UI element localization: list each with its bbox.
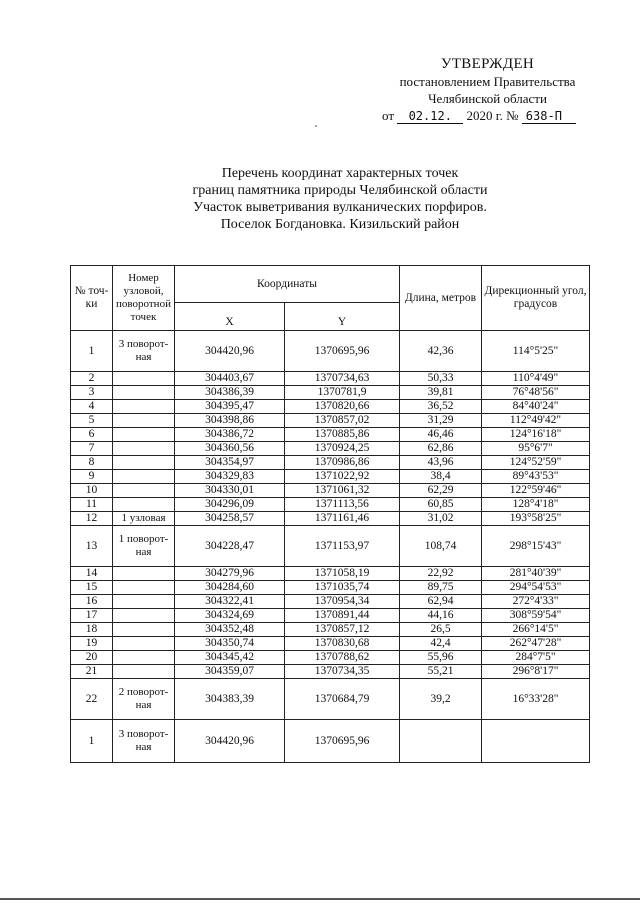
cell-point-number: 3 — [71, 386, 113, 400]
cell-length: 26,5 — [400, 623, 482, 637]
cell-angle: 124°52'59" — [482, 456, 590, 470]
cell-x: 304329,83 — [175, 470, 285, 484]
title-line-2: границ памятника природы Челябинской области — [192, 183, 488, 198]
coordinates-table — [70, 265, 590, 763]
cell-y: 1371061,32 — [285, 484, 400, 498]
table-row — [71, 414, 590, 428]
cell-node-number: 1 поворот- ная — [113, 526, 175, 567]
cell-angle: 193°58'25" — [482, 512, 590, 526]
cell-node-number — [113, 595, 175, 609]
cell-angle: 128°4'18" — [482, 498, 590, 512]
cell-point-number: 21 — [71, 665, 113, 679]
approval-order-line — [370, 107, 605, 124]
cell-x: 304324,69 — [175, 609, 285, 623]
cell-angle: 308°59'54" — [482, 609, 590, 623]
cell-angle: 76°48'56" — [482, 386, 590, 400]
cell-point-number: 4 — [71, 400, 113, 414]
cell-y: 1370857,02 — [285, 414, 400, 428]
cell-length: 60,85 — [400, 498, 482, 512]
cell-node-number — [113, 456, 175, 470]
cell-length: 39,81 — [400, 386, 482, 400]
cell-x: 304228,47 — [175, 526, 285, 567]
cell-point-number: 9 — [71, 470, 113, 484]
table-row — [71, 498, 590, 512]
cell-x: 304296,09 — [175, 498, 285, 512]
cell-x: 304352,48 — [175, 623, 285, 637]
cell-x: 304386,39 — [175, 386, 285, 400]
cell-length: 62,29 — [400, 484, 482, 498]
cell-node-number — [113, 400, 175, 414]
cell-angle: 298°15'43" — [482, 526, 590, 567]
cell-y: 1370684,79 — [285, 679, 400, 720]
page-bottom-edge — [0, 898, 640, 900]
table-row — [71, 609, 590, 623]
cell-length: 22,92 — [400, 567, 482, 581]
cell-length: 31,29 — [400, 414, 482, 428]
cell-angle: 281°40'39" — [482, 567, 590, 581]
cell-y: 1371113,56 — [285, 498, 400, 512]
cell-x: 304398,86 — [175, 414, 285, 428]
cell-length: 46,46 — [400, 428, 482, 442]
header-coordinates: Координаты — [175, 266, 400, 303]
cell-angle: 122°59'46" — [482, 484, 590, 498]
cell-y: 1370695,96 — [285, 331, 400, 372]
header-y: Y — [285, 303, 400, 331]
cell-length: 42,4 — [400, 637, 482, 651]
cell-angle: 294°54'53" — [482, 581, 590, 595]
table-row — [71, 665, 590, 679]
cell-node-number — [113, 581, 175, 595]
cell-point-number: 11 — [71, 498, 113, 512]
cell-y: 1371058,19 — [285, 567, 400, 581]
approval-line-1: постановлением Правительства — [399, 74, 576, 89]
cell-x: 304386,72 — [175, 428, 285, 442]
cell-y: 1371035,74 — [285, 581, 400, 595]
cell-point-number: 2 — [71, 372, 113, 386]
cell-y: 1370734,63 — [285, 372, 400, 386]
cell-length: 108,74 — [400, 526, 482, 567]
cell-point-number: 1 — [71, 720, 113, 763]
cell-point-number: 19 — [71, 637, 113, 651]
approval-year: 2020 г. № — [466, 108, 519, 123]
cell-y: 1370954,34 — [285, 595, 400, 609]
cell-x: 304345,42 — [175, 651, 285, 665]
cell-x: 304420,96 — [175, 720, 285, 763]
cell-y: 1370857,12 — [285, 623, 400, 637]
approval-number: 638-П — [522, 110, 576, 124]
cell-length: 38,4 — [400, 470, 482, 484]
table-row — [71, 331, 590, 372]
table-row — [71, 651, 590, 665]
cell-node-number: 3 поворот- ная — [113, 331, 175, 372]
cell-node-number: 2 поворот- ная — [113, 679, 175, 720]
table-row — [71, 470, 590, 484]
table-row — [71, 386, 590, 400]
table-row — [71, 637, 590, 651]
cell-point-number: 5 — [71, 414, 113, 428]
approval-prefix: от — [382, 108, 395, 123]
cell-length: 55,96 — [400, 651, 482, 665]
cell-y: 1370734,35 — [285, 665, 400, 679]
cell-node-number — [113, 372, 175, 386]
cell-x: 304284,60 — [175, 581, 285, 595]
cell-y: 1370830,68 — [285, 637, 400, 651]
approval-block — [370, 56, 605, 124]
table-row — [71, 581, 590, 595]
cell-node-number — [113, 609, 175, 623]
table-row — [71, 428, 590, 442]
cell-x: 304403,67 — [175, 372, 285, 386]
cell-node-number — [113, 651, 175, 665]
cell-y: 1370924,25 — [285, 442, 400, 456]
title-line-4: Поселок Богдановка. Кизильский район — [220, 217, 460, 232]
approval-heading: УТВЕРЖДЕН — [440, 56, 535, 72]
cell-node-number — [113, 484, 175, 498]
cell-angle: 114°5'25" — [482, 331, 590, 372]
table-row — [71, 442, 590, 456]
cell-angle: 124°16'18" — [482, 428, 590, 442]
cell-point-number: 16 — [71, 595, 113, 609]
cell-node-number — [113, 637, 175, 651]
cell-angle: 284°7'5" — [482, 651, 590, 665]
cell-x: 304354,97 — [175, 456, 285, 470]
cell-node-number — [113, 386, 175, 400]
cell-point-number: 14 — [71, 567, 113, 581]
header-point-number: № точки — [71, 266, 113, 331]
cell-point-number: 8 — [71, 456, 113, 470]
cell-node-number: 3 поворот- ная — [113, 720, 175, 763]
header-node-number: Номер узловой, поворотной точек — [113, 266, 175, 331]
cell-x: 304350,74 — [175, 637, 285, 651]
cell-point-number: 22 — [71, 679, 113, 720]
cell-node-number — [113, 498, 175, 512]
cell-node-number — [113, 428, 175, 442]
cell-y: 1370820,66 — [285, 400, 400, 414]
table-row — [71, 526, 590, 567]
cell-angle: 266°14'5" — [482, 623, 590, 637]
cell-point-number: 17 — [71, 609, 113, 623]
cell-x: 304279,96 — [175, 567, 285, 581]
cell-x: 304322,41 — [175, 595, 285, 609]
table-row — [71, 512, 590, 526]
cell-node-number: 1 узловая — [113, 512, 175, 526]
cell-angle: 262°47'28" — [482, 637, 590, 651]
cell-length: 44,16 — [400, 609, 482, 623]
cell-length: 39,2 — [400, 679, 482, 720]
cell-x: 304395,47 — [175, 400, 285, 414]
cell-node-number — [113, 567, 175, 581]
cell-angle: 16°33'28" — [482, 679, 590, 720]
table-row — [71, 679, 590, 720]
cell-length: 62,94 — [400, 595, 482, 609]
title-line-3: Участок выветривания вулканических порфиров. — [193, 200, 487, 215]
table-row — [71, 595, 590, 609]
cell-y: 1370788,62 — [285, 651, 400, 665]
cell-node-number — [113, 470, 175, 484]
cell-angle — [482, 720, 590, 763]
cell-length: 31,02 — [400, 512, 482, 526]
cell-node-number — [113, 414, 175, 428]
table-row — [71, 567, 590, 581]
cell-point-number: 18 — [71, 623, 113, 637]
cell-length: 42,36 — [400, 331, 482, 372]
table-row — [71, 484, 590, 498]
cell-length: 43,96 — [400, 456, 482, 470]
cell-x: 304359,07 — [175, 665, 285, 679]
cell-angle: 296°8'17" — [482, 665, 590, 679]
cell-point-number: 7 — [71, 442, 113, 456]
cell-y: 1370695,96 — [285, 720, 400, 763]
cell-y: 1370781,9 — [285, 386, 400, 400]
table-row — [71, 456, 590, 470]
title-line-1: Перечень координат характерных точек — [221, 166, 459, 181]
cell-point-number: 12 — [71, 512, 113, 526]
table-row — [71, 720, 590, 763]
approval-date: 02.12. — [397, 110, 463, 124]
approval-line-2: Челябинской области — [428, 91, 547, 106]
cell-node-number — [113, 665, 175, 679]
cell-node-number — [113, 623, 175, 637]
cell-point-number: 13 — [71, 526, 113, 567]
cell-angle: 84°40'24" — [482, 400, 590, 414]
cell-x: 304360,56 — [175, 442, 285, 456]
table-row — [71, 623, 590, 637]
cell-x: 304420,96 — [175, 331, 285, 372]
cell-angle: 272°4'33" — [482, 595, 590, 609]
cell-y: 1371153,97 — [285, 526, 400, 567]
cell-x: 304330,01 — [175, 484, 285, 498]
cell-node-number — [113, 442, 175, 456]
cell-length — [400, 720, 482, 763]
cell-x: 304258,57 — [175, 512, 285, 526]
cell-y: 1371161,46 — [285, 512, 400, 526]
cell-x: 304383,39 — [175, 679, 285, 720]
scan-speck — [315, 125, 317, 127]
cell-point-number: 1 — [71, 331, 113, 372]
cell-point-number: 20 — [71, 651, 113, 665]
cell-length: 55,21 — [400, 665, 482, 679]
cell-length: 89,75 — [400, 581, 482, 595]
header-length: Длина, метров — [400, 266, 482, 331]
cell-y: 1370891,44 — [285, 609, 400, 623]
table-row — [71, 400, 590, 414]
cell-y: 1370885,86 — [285, 428, 400, 442]
cell-point-number: 15 — [71, 581, 113, 595]
header-angle: Дирекционный угол, градусов — [482, 266, 590, 331]
document-title — [140, 165, 540, 233]
coordinates-table-body — [71, 331, 590, 763]
table-row — [71, 372, 590, 386]
header-x: X — [175, 303, 285, 331]
cell-y: 1371022,92 — [285, 470, 400, 484]
cell-point-number: 10 — [71, 484, 113, 498]
cell-length: 62,86 — [400, 442, 482, 456]
cell-angle: 110°4'49" — [482, 372, 590, 386]
cell-length: 50,33 — [400, 372, 482, 386]
cell-length: 36,52 — [400, 400, 482, 414]
cell-angle: 112°49'42" — [482, 414, 590, 428]
cell-angle: 95°6'7" — [482, 442, 590, 456]
cell-angle: 89°43'53" — [482, 470, 590, 484]
cell-point-number: 6 — [71, 428, 113, 442]
cell-y: 1370986,86 — [285, 456, 400, 470]
